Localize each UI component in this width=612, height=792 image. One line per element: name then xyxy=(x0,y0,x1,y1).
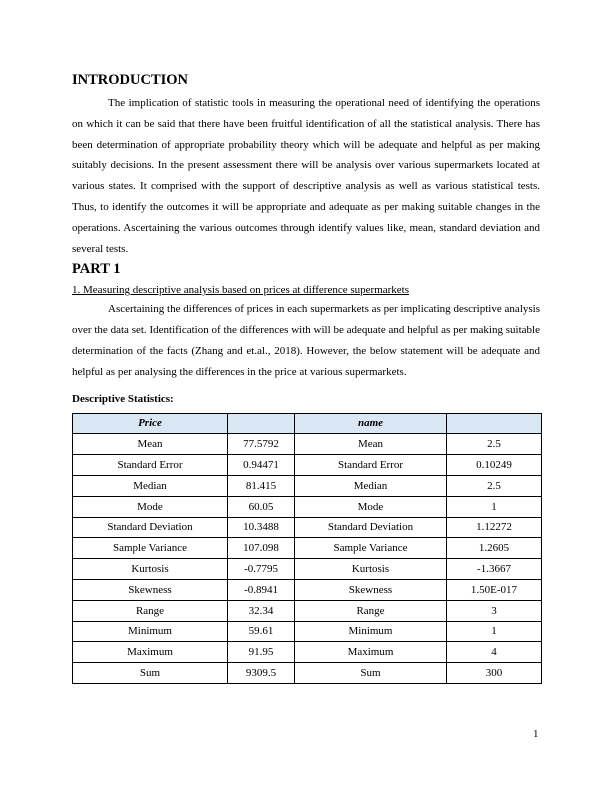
table-cell: Sum xyxy=(295,663,447,684)
table-cell: 0.10249 xyxy=(447,455,542,476)
table-cell: Skewness xyxy=(73,579,228,600)
table-cell: 1 xyxy=(447,496,542,517)
table-row xyxy=(73,475,542,496)
table-cell: 9309.5 xyxy=(228,663,295,684)
table-cell: Minimum xyxy=(73,621,228,642)
table-cell: Sum xyxy=(73,663,228,684)
table-row xyxy=(73,496,542,517)
table-cell: Maximum xyxy=(295,642,447,663)
descriptive-statistics-title: Descriptive Statistics: xyxy=(72,392,174,405)
part1-subheading: 1. Measuring descriptive analysis based on prices at difference supermarkets xyxy=(72,284,410,297)
introduction-paragraph: The implication of statistic tools in measuring the operational need of identifying the operations on which it can be said that there have been fruitful identification of all the statistical analysis. There has been determination of appropriate probability theory which will be adequate and helpful as per making suitably decisions. In the present assessment there will be analysis over various supermarkets located at various states. It comprised with the support of descriptive analysis as well as various statistical tests. Thus, to identify the outcomes it will be appropriate and adequate as per making suitable changes in the operations. Ascertaining the various outcomes through identify values like, mean, standard deviation and several tests. xyxy=(72,97,540,255)
table-cell: 1.12272 xyxy=(447,517,542,538)
table-cell: Standard Deviation xyxy=(73,517,228,538)
header-price: Price xyxy=(73,413,228,434)
table-cell: Maximum xyxy=(73,642,228,663)
table-row xyxy=(73,434,542,455)
table-cell: 1.50E-017 xyxy=(447,579,542,600)
table-cell: 77.5792 xyxy=(228,434,295,455)
table-cell: Standard Error xyxy=(73,455,228,476)
table-cell: 59.61 xyxy=(228,621,295,642)
table-row xyxy=(73,559,542,580)
table-cell: 60.05 xyxy=(228,496,295,517)
part1-heading: PART 1 xyxy=(72,261,121,278)
table-row xyxy=(73,455,542,476)
table-cell: 3 xyxy=(447,600,542,621)
table-cell: Mean xyxy=(73,434,228,455)
table-cell: Mode xyxy=(73,496,228,517)
table-cell: 10.3488 xyxy=(228,517,295,538)
table-cell: Skewness xyxy=(295,579,447,600)
table-header-row xyxy=(73,413,542,434)
table-cell: 2.5 xyxy=(447,475,542,496)
table-row xyxy=(73,600,542,621)
header-name: name xyxy=(295,413,447,434)
table-cell: Sample Variance xyxy=(295,538,447,559)
table-row xyxy=(73,538,542,559)
table-cell: 1 xyxy=(447,621,542,642)
table-row xyxy=(73,579,542,600)
introduction-heading: INTRODUCTION xyxy=(72,72,189,88)
table-cell: Range xyxy=(295,600,447,621)
table-cell: Standard Deviation xyxy=(295,517,447,538)
table-cell: 1.2605 xyxy=(447,538,542,559)
table-row xyxy=(73,517,542,538)
table-cell: -1.3667 xyxy=(447,559,542,580)
page-number: 1 xyxy=(533,728,539,740)
table-cell: Median xyxy=(73,475,228,496)
table-cell: Kurtosis xyxy=(73,559,228,580)
part1-paragraph: Ascertaining the differences of prices in each supermarkets as per implicating descriptive analysis over the data set. Identification of the differences with will be adequate and helpful as per making suitable determination of the facts (Zhang and et.al., 2018). However, the below statement will be adequate and helpful as per analysing the differences in the price at various supermarkets. xyxy=(72,303,540,378)
table-cell: Kurtosis xyxy=(295,559,447,580)
document-page xyxy=(72,70,540,684)
table-cell: Range xyxy=(73,600,228,621)
descriptive-statistics-table xyxy=(72,413,542,684)
table-cell: 4 xyxy=(447,642,542,663)
table-row xyxy=(73,642,542,663)
table-row xyxy=(73,663,542,684)
table-cell: Mean xyxy=(295,434,447,455)
table-cell: 2.5 xyxy=(447,434,542,455)
table-cell: 0.94471 xyxy=(228,455,295,476)
table-cell: Mode xyxy=(295,496,447,517)
table-cell: 107.098 xyxy=(228,538,295,559)
table-cell: Sample Variance xyxy=(73,538,228,559)
table-cell: Standard Error xyxy=(295,455,447,476)
table-cell: -0.7795 xyxy=(228,559,295,580)
header-price-value xyxy=(228,413,295,434)
table-cell: Median xyxy=(295,475,447,496)
table-cell: 81.415 xyxy=(228,475,295,496)
table-cell: -0.8941 xyxy=(228,579,295,600)
header-name-value xyxy=(447,413,542,434)
table-cell: Minimum xyxy=(295,621,447,642)
table-row xyxy=(73,621,542,642)
table-cell: 91.95 xyxy=(228,642,295,663)
table-cell: 32.34 xyxy=(228,600,295,621)
table-cell: 300 xyxy=(447,663,542,684)
